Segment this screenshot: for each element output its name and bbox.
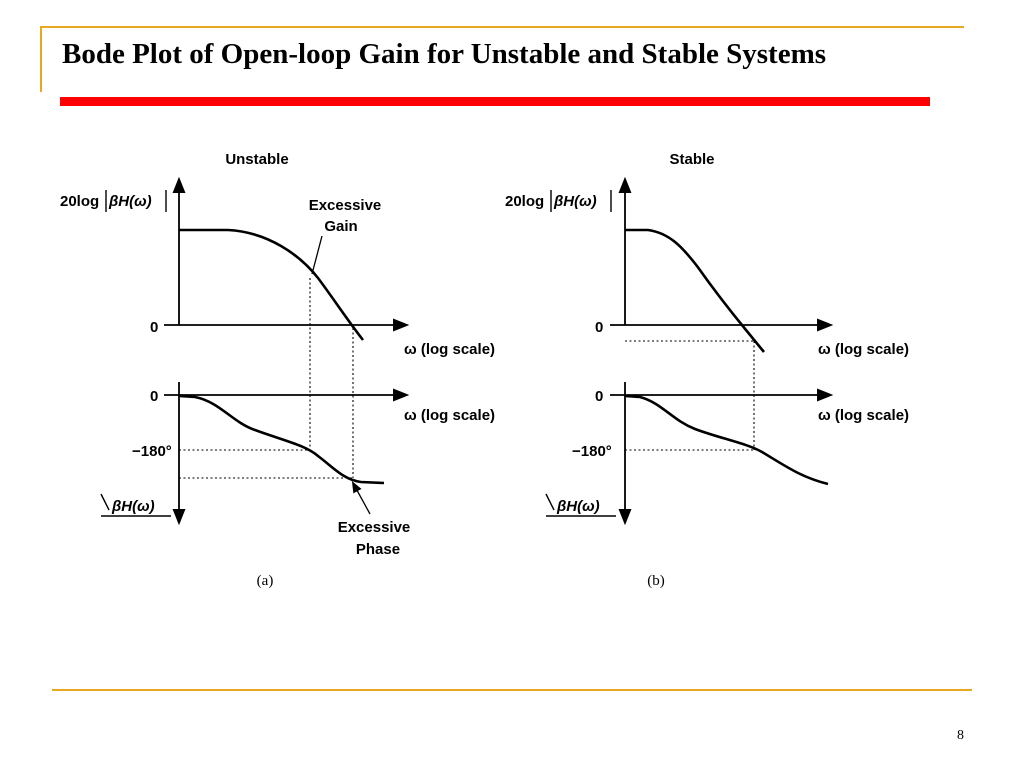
stable-phase-x-label: ω (log scale) xyxy=(818,407,910,424)
panel-unstable xyxy=(60,151,495,589)
stable-mag-zero-label: 0 xyxy=(595,319,604,336)
unstable-mag-x-label: ω (log scale) xyxy=(404,341,496,358)
unstable-phase-ylabel: βH(ω) xyxy=(112,498,155,515)
panel-stable-caption: (b) xyxy=(647,573,665,589)
stable-angle-symbol xyxy=(546,494,554,510)
annotation-gain-line2: Gain xyxy=(324,218,358,235)
annotation-phase-arrow xyxy=(353,483,370,514)
unstable-phase-zero-label: 0 xyxy=(150,388,159,405)
unstable-mag-zero-label: 0 xyxy=(150,319,159,336)
slide-title: Bode Plot of Open-loop Gain for Unstable and Stable Systems xyxy=(62,38,827,70)
unstable-mag-ylabel-prefix: 20log xyxy=(60,193,100,210)
panel-stable xyxy=(505,151,909,589)
unstable-mag-ylabel-arg: βH(ω) xyxy=(109,193,152,210)
footer-accent-rule xyxy=(52,689,972,691)
panel-unstable-caption: (a) xyxy=(256,573,274,589)
unstable-phase-ref-label: −180° xyxy=(132,443,172,460)
annotation-phase-line2: Phase xyxy=(355,541,401,558)
unstable-magnitude-curve xyxy=(179,230,363,340)
stable-phase-zero-label: 0 xyxy=(595,388,604,405)
stable-mag-ylabel-arg: βH(ω) xyxy=(554,193,597,210)
stable-magnitude-curve xyxy=(625,230,764,352)
annotation-phase-line1: Excessive xyxy=(337,519,411,536)
stable-phase-ref-label: −180° xyxy=(572,443,612,460)
stable-mag-ylabel-prefix: 20log xyxy=(505,193,545,210)
stable-phase-ylabel: βH(ω) xyxy=(557,498,600,515)
stable-phase-curve xyxy=(625,396,828,484)
unstable-phase-x-label: ω (log scale) xyxy=(404,407,496,424)
page-number: 8 xyxy=(957,728,964,743)
stable-mag-x-label: ω (log scale) xyxy=(818,341,910,358)
unstable-angle-symbol xyxy=(101,494,109,510)
annotation-gain-leader xyxy=(312,236,322,274)
panel-stable-heading: Stable xyxy=(669,151,715,168)
panel-unstable-heading: Unstable xyxy=(225,151,289,168)
annotation-gain-line1: Excessive xyxy=(308,197,382,214)
